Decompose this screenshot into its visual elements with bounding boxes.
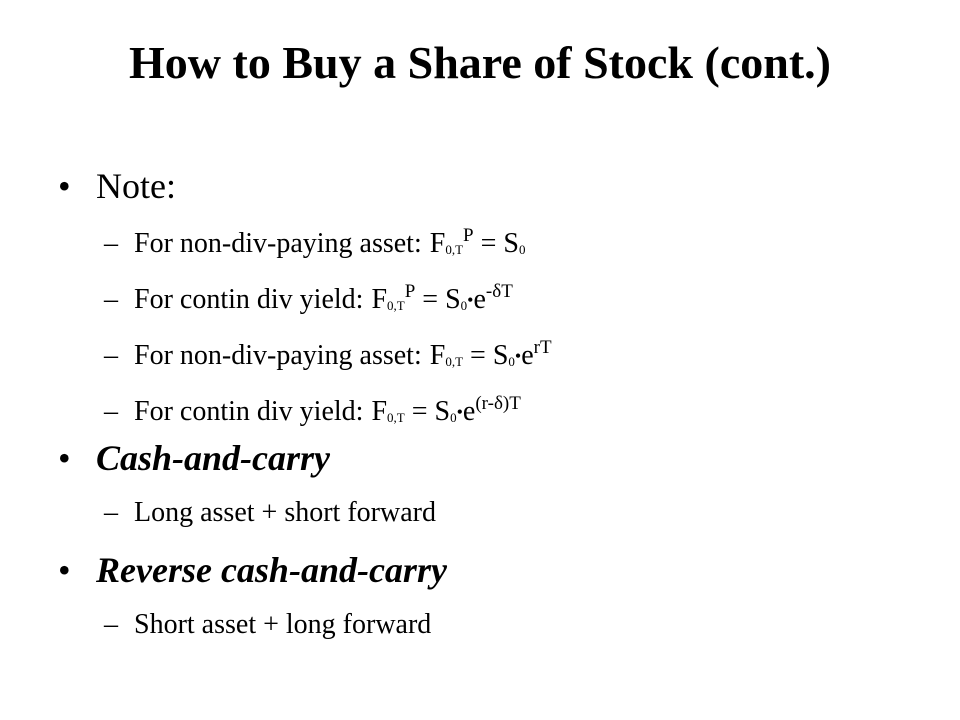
- exp-superscript: rT: [533, 337, 552, 358]
- spot-subscript: 0: [508, 354, 515, 369]
- slide-title: How to Buy a Share of Stock (cont.): [129, 37, 831, 88]
- exp-base: e: [473, 284, 486, 315]
- bullet-reverse-cash-and-carry: [58, 552, 447, 588]
- bullet-label: Cash-and-carry: [96, 438, 331, 478]
- sub-item-formula-1: [104, 226, 525, 258]
- equals-spot: = S: [470, 340, 509, 371]
- spot-subscript: 0: [518, 242, 526, 257]
- forward-subscript: 0,T: [445, 242, 464, 257]
- sub-item-reverse-cash-and-carry: [104, 611, 431, 639]
- bullet-marker: •: [58, 438, 71, 478]
- bullet-marker: •: [58, 166, 71, 206]
- forward-superscript: P: [463, 225, 474, 246]
- dash-marker: –: [104, 340, 118, 371]
- dash-marker: –: [104, 497, 118, 528]
- bullet-cash-and-carry: [58, 440, 330, 476]
- multiply-dot: •: [514, 346, 522, 366]
- exp-base: e: [462, 396, 476, 427]
- forward-subscript: 0,T: [387, 298, 405, 313]
- dash-marker: –: [104, 228, 118, 259]
- exp-superscript: (r-δ)T: [475, 393, 521, 414]
- multiply-dot: •: [456, 402, 463, 422]
- sub-item-cash-and-carry: [104, 499, 436, 527]
- formula-label: For contin div yield:: [134, 284, 364, 315]
- sub-item-formula-4: [104, 394, 521, 426]
- bullet-note: [58, 168, 176, 204]
- forward-symbol: F: [371, 396, 388, 427]
- formula-label: For non-div-paying asset:: [134, 340, 422, 371]
- sub-item-label: Long asset + short forward: [134, 497, 436, 528]
- forward-symbol: F: [371, 284, 388, 315]
- dash-marker: –: [104, 609, 118, 640]
- sub-item-formula-2: [104, 282, 513, 314]
- dash-marker: –: [104, 284, 118, 315]
- spot-subscript: 0: [460, 298, 468, 313]
- formula-label: For non-div-paying asset:: [134, 228, 422, 259]
- forward-symbol: F: [429, 228, 446, 259]
- bullet-label: Note:: [96, 166, 176, 206]
- formula-label: For contin div yield:: [134, 396, 364, 427]
- forward-subscript: 0,T: [387, 410, 405, 425]
- equals-spot: = S: [422, 284, 461, 315]
- forward-subscript: 0,T: [445, 354, 464, 369]
- bullet-label: Reverse cash-and-carry: [96, 550, 447, 590]
- equals-spot: = S: [411, 396, 451, 427]
- exp-superscript: -δT: [485, 281, 513, 302]
- sub-item-label: Short asset + long forward: [134, 609, 432, 640]
- equals-spot: = S: [480, 228, 519, 259]
- spot-subscript: 0: [450, 410, 457, 425]
- bullet-marker: •: [58, 550, 71, 590]
- dash-marker: –: [104, 396, 118, 427]
- forward-superscript: P: [404, 281, 416, 302]
- sub-item-formula-3: [104, 338, 552, 370]
- multiply-dot: •: [467, 290, 474, 310]
- forward-symbol: F: [429, 340, 446, 371]
- exp-base: e: [521, 340, 534, 371]
